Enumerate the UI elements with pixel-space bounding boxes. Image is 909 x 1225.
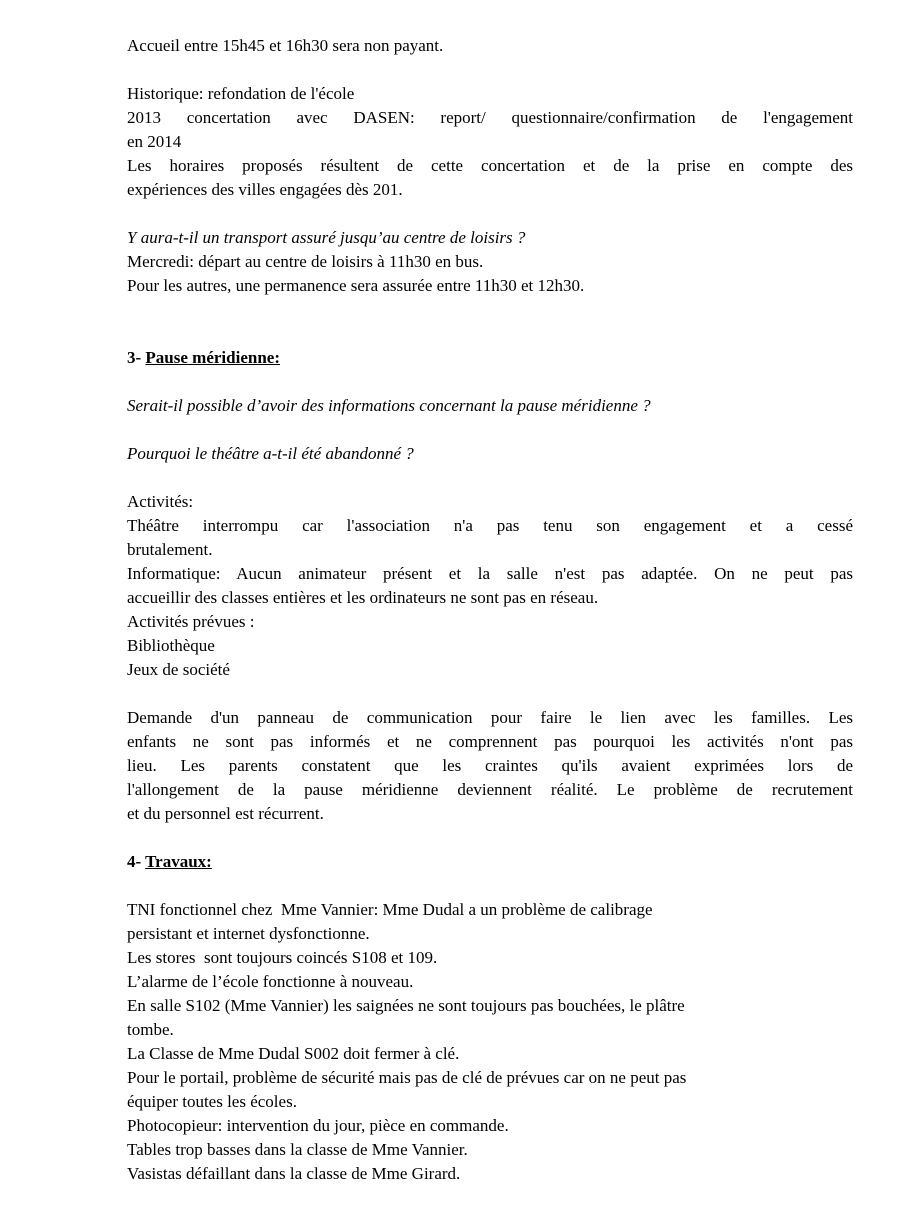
doc-line: Accueil entre 15h45 et 16h30 sera non payant. — [127, 36, 444, 55]
doc-line: Demande d'un panneau de communication pour faire le lien avec les familles. Les — [127, 708, 853, 727]
doc-line: expériences des villes engagées dès 201. — [127, 180, 403, 199]
doc-line: Serait-il possible d’avoir des informations concernant la pause méridienne ? — [127, 396, 651, 415]
blank-line — [127, 874, 853, 898]
doc-line: Bibliothèque — [127, 636, 215, 655]
doc-line: en 2014 — [127, 132, 182, 151]
doc-line: Activités: — [127, 492, 194, 511]
blank-line — [127, 466, 853, 490]
doc-line: 2013 concertation avec DASEN: report/ questionnaire/confirmation de l'engagement — [127, 108, 853, 127]
doc-line: Jeux de société — [127, 660, 230, 679]
blank-line — [127, 58, 853, 82]
doc-line: lieu. Les parents constatent que les craintes qu'ils avaient exprimées lors de — [127, 756, 853, 775]
doc-line: Théâtre interrompu car l'association n'a pas tenu son engagement et a cessé — [127, 516, 853, 535]
doc-line: Vasistas défaillant dans la classe de Mme Girard. — [127, 1164, 461, 1183]
doc-line: l'allongement de la pause méridienne deviennent réalité. Le problème de recrutement — [127, 780, 853, 799]
doc-line: et du personnel est récurrent. — [127, 804, 324, 823]
doc-line: équiper toutes les écoles. — [127, 1092, 297, 1111]
doc-line: Les stores sont toujours coincés S108 et 109. — [127, 948, 438, 967]
section-heading — [127, 346, 853, 370]
blank-line — [127, 370, 853, 394]
doc-line: Informatique: Aucun animateur présent et la salle n'est pas adaptée. On ne peut pas — [127, 564, 853, 583]
blank-line — [127, 826, 853, 850]
doc-line: accueillir des classes entières et les ordinateurs ne sont pas en réseau. — [127, 588, 599, 607]
doc-line: Activités prévues : — [127, 612, 255, 631]
doc-line: Pour les autres, une permanence sera assurée entre 11h30 et 12h30. — [127, 276, 585, 295]
doc-line: TNI fonctionnel chez Mme Vannier: Mme Dudal a un problème de calibrage — [127, 900, 653, 919]
doc-line: Tables trop basses dans la classe de Mme Vannier. — [127, 1140, 468, 1159]
document-text — [127, 34, 853, 1186]
section-heading — [127, 850, 853, 874]
doc-line: persistant et internet dysfonctionne. — [127, 924, 370, 943]
heading-label: Pause méridienne: — [145, 348, 280, 367]
doc-line: La Classe de Mme Dudal S002 doit fermer à clé. — [127, 1044, 460, 1063]
doc-line: brutalement. — [127, 540, 213, 559]
doc-line: Y aura-t-il un transport assuré jusqu’au centre de loisirs ? — [127, 228, 526, 247]
doc-line: tombe. — [127, 1020, 174, 1039]
heading-number: 4- — [127, 852, 146, 871]
doc-line: Pour le portail, problème de sécurité mais pas de clé de prévues car on ne peut pas — [127, 1068, 687, 1087]
doc-line: Mercredi: départ au centre de loisirs à 11h30 en bus. — [127, 252, 484, 271]
doc-line: L’alarme de l’école fonctionne à nouveau. — [127, 972, 414, 991]
blank-line — [127, 322, 853, 346]
doc-line: Les horaires proposés résultent de cette concertation et de la prise en compte des — [127, 156, 853, 175]
blank-line — [127, 202, 853, 226]
doc-line: Pourquoi le théâtre a-t-il été abandonné ? — [127, 444, 414, 463]
doc-line: Photocopieur: intervention du jour, pièce en commande. — [127, 1116, 509, 1135]
blank-line — [127, 298, 853, 322]
heading-label: Travaux: — [145, 852, 212, 871]
doc-line: enfants ne sont pas informés et ne comprennent pas pourquoi les activités n'ont pas — [127, 732, 853, 751]
heading-number: 3- — [127, 348, 146, 367]
doc-line: En salle S102 (Mme Vannier) les saignées ne sont toujours pas bouchées, le plâtre — [127, 996, 685, 1015]
blank-line — [127, 682, 853, 706]
blank-line — [127, 418, 853, 442]
doc-line: Historique: refondation de l'école — [127, 84, 355, 103]
